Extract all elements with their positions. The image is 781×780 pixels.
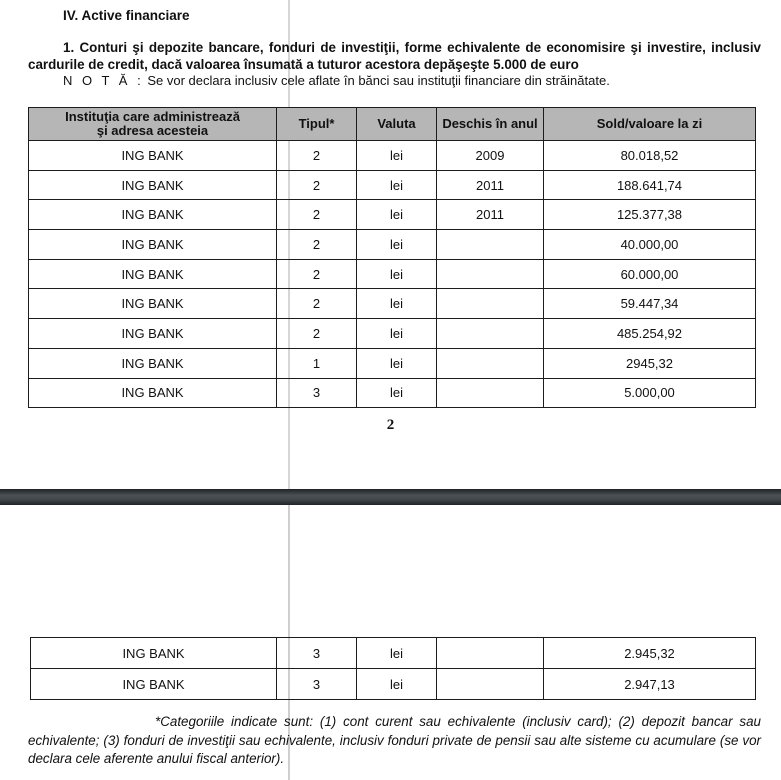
table-cell: ING BANK bbox=[29, 348, 277, 378]
column-header-institution-line1: Instituţia care administrează bbox=[65, 108, 240, 124]
table-cell: ING BANK bbox=[29, 200, 277, 230]
section-heading: IV. Active financiare bbox=[63, 8, 190, 23]
table-cell: ING BANK bbox=[31, 669, 277, 700]
table-cell: 2 bbox=[277, 289, 357, 319]
table-row bbox=[29, 348, 756, 378]
table-cell bbox=[437, 348, 544, 378]
table-cell bbox=[437, 638, 544, 669]
column-header-balance: Sold/valoare la zi bbox=[544, 108, 756, 141]
table-cell: lei bbox=[357, 319, 437, 349]
table-cell: 188.641,74 bbox=[544, 170, 756, 200]
table-cell: 2011 bbox=[437, 170, 544, 200]
table-cell: 2 bbox=[277, 170, 357, 200]
table-row bbox=[29, 200, 756, 230]
table-cell: lei bbox=[357, 348, 437, 378]
table-cell: ING BANK bbox=[29, 289, 277, 319]
table-row bbox=[29, 170, 756, 200]
table-cell: lei bbox=[357, 141, 437, 171]
table-cell: 2 bbox=[277, 259, 357, 289]
table-cell: lei bbox=[357, 170, 437, 200]
table-cell: 2009 bbox=[437, 141, 544, 171]
accounts-table bbox=[28, 107, 756, 408]
table-cell: ING BANK bbox=[29, 319, 277, 349]
table-cell: 2945,32 bbox=[544, 348, 756, 378]
intro-paragraph: 1. Conturi şi depozite bancare, fonduri de investiţii, forme echivalente de economisire şi investire, inclusiv cardurile de credit, dacă valoarea însumată a tuturor acestora depăşeşte 5.000 de euro bbox=[28, 40, 761, 72]
table-cell: 80.018,52 bbox=[544, 141, 756, 171]
table-cell: 59.447,34 bbox=[544, 289, 756, 319]
table-cell: ING BANK bbox=[29, 259, 277, 289]
accounts-table-body bbox=[29, 141, 756, 408]
table-cell: 2 bbox=[277, 141, 357, 171]
page-number: 2 bbox=[386, 417, 395, 433]
page-separator-band bbox=[0, 489, 781, 505]
table-row bbox=[31, 669, 756, 700]
table-cell bbox=[437, 669, 544, 700]
table-cell: ING BANK bbox=[29, 230, 277, 260]
column-header-opened-year: Deschis în anul bbox=[437, 108, 544, 141]
table-cell: ING BANK bbox=[29, 170, 277, 200]
table-cell: 2 bbox=[277, 230, 357, 260]
table-header-row bbox=[29, 108, 756, 141]
table-cell: 3 bbox=[277, 669, 357, 700]
table-cell: 2.945,32 bbox=[544, 638, 756, 669]
table-cell: 3 bbox=[277, 378, 357, 408]
table-cell: 1 bbox=[277, 348, 357, 378]
table-cell: 125.377,38 bbox=[544, 200, 756, 230]
accounts-table-continued bbox=[30, 637, 756, 700]
table-cell: lei bbox=[357, 259, 437, 289]
table-cell: 2 bbox=[277, 200, 357, 230]
table-cell: lei bbox=[357, 378, 437, 408]
table-cell: 485.254,92 bbox=[544, 319, 756, 349]
table-cell: lei bbox=[357, 638, 437, 669]
table-cell: lei bbox=[357, 230, 437, 260]
table-row bbox=[29, 259, 756, 289]
nota-label: N O T Ă : bbox=[63, 73, 144, 88]
table-cell bbox=[437, 230, 544, 260]
table-cell: 2.947,13 bbox=[544, 669, 756, 700]
table-cell: ING BANK bbox=[29, 378, 277, 408]
table-row bbox=[29, 230, 756, 260]
table-row bbox=[31, 638, 756, 669]
table-cell: 60.000,00 bbox=[544, 259, 756, 289]
table-cell: 2 bbox=[277, 319, 357, 349]
table-cell bbox=[437, 378, 544, 408]
table-cell: lei bbox=[357, 289, 437, 319]
table-row bbox=[29, 141, 756, 171]
column-header-institution bbox=[29, 108, 277, 141]
table-cell: 40.000,00 bbox=[544, 230, 756, 260]
table-cell: ING BANK bbox=[29, 141, 277, 171]
column-header-institution-line2: şi adresa acesteia bbox=[96, 123, 209, 138]
table-cell bbox=[437, 259, 544, 289]
nota-text: Se vor declara inclusiv cele aflate în bănci sau instituţii financiare din străinătate. bbox=[147, 73, 610, 88]
table-cell: 3 bbox=[277, 638, 357, 669]
table-cell: lei bbox=[357, 669, 437, 700]
table-row bbox=[29, 289, 756, 319]
column-header-currency: Valuta bbox=[357, 108, 437, 141]
table-cell: 5.000,00 bbox=[544, 378, 756, 408]
column-header-type: Tipul* bbox=[277, 108, 357, 141]
accounts-table-continued-body bbox=[31, 638, 756, 700]
nota-line bbox=[63, 73, 763, 88]
table-cell: 2011 bbox=[437, 200, 544, 230]
table-row bbox=[29, 378, 756, 408]
categories-footnote: *Categoriile indicate sunt: (1) cont curent sau echivalente (inclusiv card); (2) depozit bancar sau echivalente; (3) fonduri de investiţii sau echivalente, inclusiv fonduri private de pensii sau alte sisteme cu acumulare (se vor declara cele aferente anului fiscal anterior). bbox=[28, 714, 761, 766]
table-cell: lei bbox=[357, 200, 437, 230]
table-row bbox=[29, 319, 756, 349]
table-cell: ING BANK bbox=[31, 638, 277, 669]
table-cell bbox=[437, 289, 544, 319]
table-cell bbox=[437, 319, 544, 349]
